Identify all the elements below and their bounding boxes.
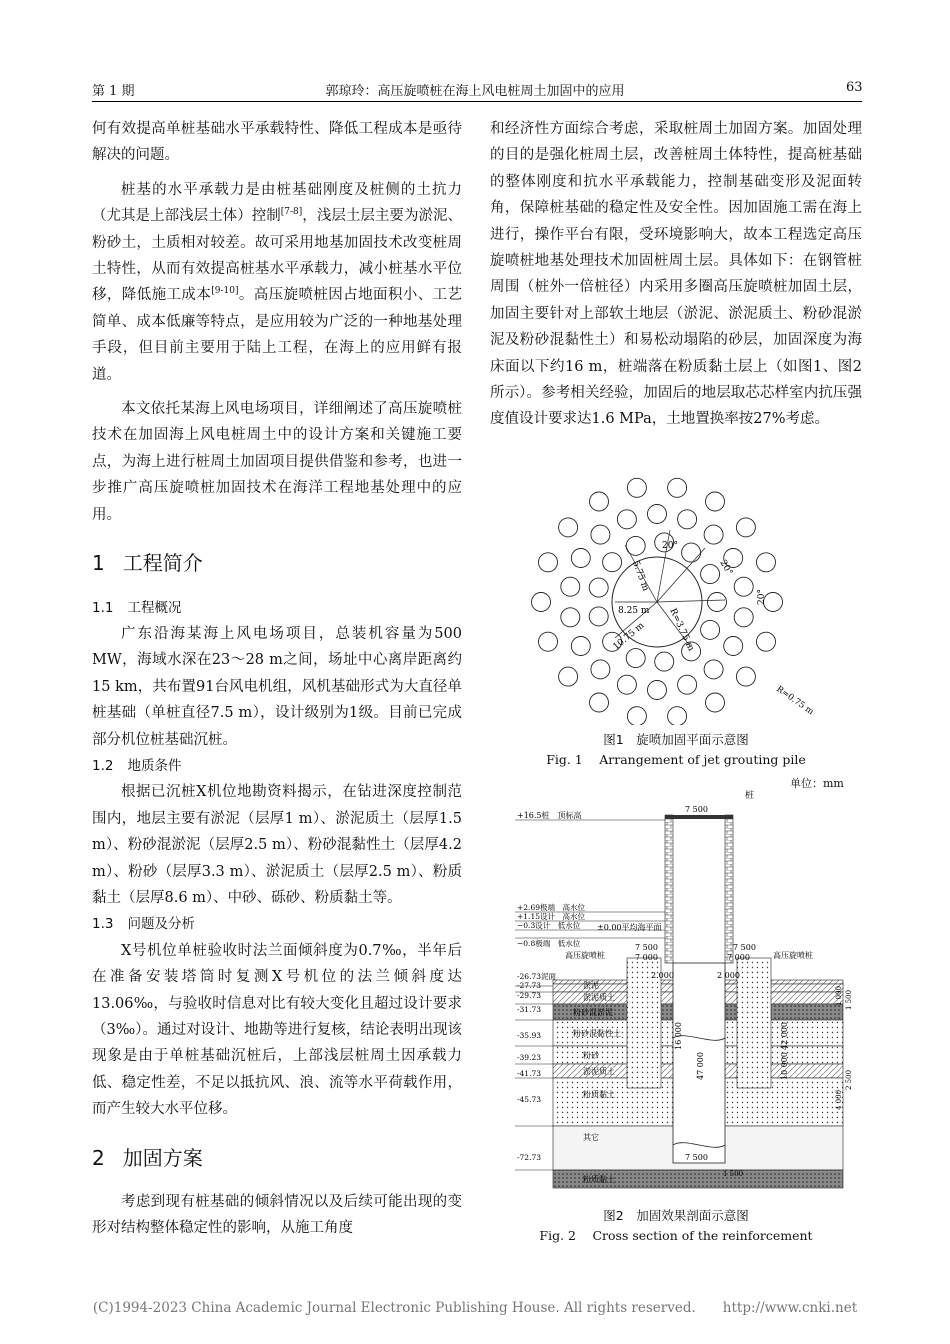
layer-label: 粉质黏土 [583, 1175, 615, 1184]
angle-label: 20° [662, 541, 678, 551]
radius-label: R=3.75 m [667, 607, 696, 653]
text-run: 。高压旋喷桩因占地面积小、工艺简单、成本低廉等特点，是应用较为广泛的一种地基处理手段，但目前主要用于陆上工程，在海上的应用鲜有报道。 [92, 287, 463, 383]
citation: [7-8] [280, 207, 303, 218]
jet-label-left: 高压旋喷桩 [565, 951, 605, 960]
radius-label: 8.25 m [618, 606, 650, 616]
dim: 7 000 [635, 953, 658, 962]
elevation: -27.73 [517, 981, 542, 990]
radius-label: 10.75 m [611, 620, 647, 653]
jet-grout-column [706, 492, 725, 511]
jet-grout-column [701, 565, 720, 584]
jet-grout-column [734, 577, 753, 596]
subsection-heading-1-2: 1.2 地质条件 [92, 757, 182, 774]
layer-label: 粉砂混淤泥 [573, 1008, 613, 1017]
elevation: -39.23 [517, 1053, 542, 1062]
paragraph: 考虑到现有桩基础的倾斜情况以及后续可能出现的变形对结构整体稳定性的影响，从施工角度 [92, 1194, 462, 1237]
jet-grout-column [539, 553, 558, 572]
angle-label: 20° [717, 558, 735, 578]
elevation: -26.73泥面 [517, 972, 557, 981]
dim-v: 4 000 [835, 1089, 843, 1110]
jet-grout-column [701, 620, 720, 639]
elevation: -31.73 [517, 1005, 542, 1014]
jet-grout-column [589, 578, 608, 597]
jet-grout-column [736, 518, 755, 537]
water-level: −0.8极端 低水位 [517, 939, 581, 948]
jet-grout-column [678, 510, 697, 529]
angle-label: 20° [757, 589, 767, 605]
paragraph: 广东沿海某海上风电场项目，总装机容量为500 MW，海域水深在23～28 m之间，场址中心离岸距离约15 km，共布置91台风电机组，风机基础形式为大直径单桩基础（单桩直径7.5 m），设计级别为1级。目前已完成部分机位桩基础沉桩。 [92, 625, 462, 748]
dim-v: 10 000 [780, 1052, 789, 1080]
text-run: ，浅层土层主要为淤泥、粉砂土，土质相对较差。故可采用地基加固技术改变桩周土特性，从而有效提高桩基水平承载力，减小桩基水平位移，降低施工成本 [92, 208, 463, 304]
figure-1-caption-cn: 图1 旋喷加固平面示意图 [603, 732, 749, 747]
left-column [92, 116, 462, 1242]
jet-grout-column [757, 632, 776, 651]
dim: 7 000 [727, 953, 750, 962]
jet-grout-column [678, 675, 697, 694]
top-width: 7 500 [685, 805, 708, 814]
water-level: +2.69极端 高水位 [517, 903, 585, 912]
dim-v: 47 000 [696, 1052, 705, 1080]
jet-grout-column [617, 510, 636, 529]
subsection-heading-1-1: 1.1 工程概况 [92, 599, 182, 616]
layer-label: 粉质黏土 [583, 1090, 615, 1099]
elevation: -35.93 [517, 1031, 542, 1040]
figure-2-caption-en: Fig. 2 Cross section of the reinforcement [539, 1228, 813, 1243]
pile-label: 桩 [745, 791, 755, 801]
jet-grout-column [617, 675, 636, 694]
section-heading-2: 2 加固方案 [92, 1145, 203, 1170]
copyright-footer: (C)1994-2023 China Academic Journal Electronic Publishing House. All rights reserved. http://www.cnki.net [92, 1300, 858, 1316]
dim: 7 500 [635, 943, 658, 952]
layer-label: 淤泥质土 [583, 1067, 615, 1076]
header-rule [92, 101, 862, 102]
figure-2-caption-cn: 图2 加固效果剖面示意图 [603, 1208, 749, 1223]
issue-number: 第 1 期 [92, 84, 135, 99]
jet-grout-column [591, 660, 610, 679]
layer-label: 淤泥质土 [583, 993, 615, 1002]
jet-grout-column [704, 525, 723, 544]
citation: [9-10] [211, 286, 239, 297]
section-heading-1: 1 工程简介 [92, 551, 203, 576]
page-number: 63 [846, 80, 863, 95]
layer-label: 粉砂混黏性土 [573, 1029, 621, 1038]
right-column [490, 116, 862, 433]
jet-grout-column [706, 693, 725, 712]
jet-label-right: 高压旋喷桩 [773, 951, 813, 960]
jet-grout-column [561, 608, 580, 627]
water-level: −0.3设计 低水位 [517, 921, 581, 930]
jet-grout-column [591, 525, 610, 544]
jet-grout-column [655, 652, 674, 671]
jet-grout-column [589, 607, 608, 626]
radius-label: R=0.75 m [774, 684, 816, 718]
jet-grout-column [648, 681, 667, 700]
jet-grout-column [704, 660, 723, 679]
dim-v: 1 500 [845, 989, 853, 1010]
dim-v: 2 500 [845, 1069, 853, 1090]
dim: 7 500 [733, 943, 756, 952]
dim-v: 42 000 [780, 1022, 789, 1050]
jet-grout-column [590, 693, 609, 712]
unit-label: 单位：mm [790, 777, 844, 790]
layer-label: 淤泥 [583, 981, 599, 990]
layer-label: 粉砂 [583, 1051, 599, 1060]
jet-grout-column [724, 637, 743, 656]
layer-label: 其它 [583, 1133, 599, 1142]
paragraph [92, 177, 462, 388]
jet-grout-column [559, 667, 578, 686]
paragraph: X号机位单桩验收时法兰面倾斜度为0.7‰，半年后在准备安装塔筒时复测X号机位的法兰倾斜度达13.06‰，与验收时信息对比有较大变化且超过设计要求（3‰）。通过对设计、地勘等进行复核，结论表明出现该现象是由于单桩基础沉桩后，上部浅层桩周土因承载力低、稳定性差，不足以抵抗风、浪、流等水平荷载作用，而产生较大水平位移。 [92, 942, 462, 1118]
jet-grout-column [571, 549, 590, 568]
jet-grout-column [561, 577, 580, 596]
dim-v: 1 000 [835, 985, 843, 1006]
jet-grout-column [627, 478, 646, 497]
jet-grout-column [682, 543, 701, 562]
jet-grout-column [648, 505, 667, 524]
dim: 2 000 [651, 971, 674, 980]
paragraph: 根据已沉桩X机位地勘资料揭示，在钻进深度控制范围内，地层主要有淤泥（层厚1 m）、淤泥质土（层厚1.5 m）、粉砂混淤泥（层厚2.5 m）、粉砂混黏性土（层厚4.2 m）、粉砂（层厚3.3 m）、淤泥质土（层厚2.5 m）、粉质黏土（层厚8.6 m）、中砂、砾砂、粉质黏土等。 [92, 784, 462, 906]
subsection-heading-1-3: 1.3 问题及分析 [92, 916, 195, 933]
elevation: -72.73 [517, 1153, 542, 1162]
bottom-dim: 1 500 [723, 1170, 744, 1178]
mean-sea-level: ±0.00平均海平面 [597, 923, 662, 932]
monopile [665, 815, 733, 1163]
elevation: -45.73 [517, 1095, 542, 1104]
jet-grout-column [626, 649, 645, 668]
bottom-width: 7 500 [685, 1153, 708, 1162]
jet-grout-column [757, 553, 776, 572]
elevation: -41.73 [517, 1069, 542, 1078]
jet-grout-column [668, 478, 687, 497]
jet-grout-column [627, 707, 646, 725]
running-title: 郭琼玲：高压旋喷桩在海上风电桩周土加固中的应用 [325, 84, 625, 99]
jet-grout-column [603, 553, 622, 572]
jet-grout-column [736, 667, 755, 686]
jet-grout-column [559, 518, 578, 537]
jet-grout-column [708, 593, 727, 612]
top-elevation: +16.5桩 顶标高 [517, 811, 582, 820]
jet-grout-column [590, 492, 609, 511]
water-level: +1.15设计 高水位 [517, 912, 585, 921]
dim: 2 000 [717, 971, 740, 980]
jet-grout-column [571, 637, 590, 656]
paragraph: 和经济性方面综合考虑，采取桩周土加固方案。加固处理的目的是强化桩周土层，改善桩周土体特性，提高桩基础的整体刚度和抗水平承载能力，控制基础变形及泥面转角，保障桩基础的稳定性及安全性。因加固施工需在海上进行，操作平台有限，受环境影响大，故本工程选定高压旋喷桩地基处理技术加固桩周土层。具体如下：在钢管桩周围（桩外一倍桩径）内采用多圈高压旋喷桩加固土层，加固主要针对上部软土地层（淤泥、淤泥质土、粉砂混淤泥及粉砂混黏性土）和易松动塌陷的砂层，加固深度为海床面以下约16 m，桩端落在粉质黏土层上（如图1、图2所示）。参考相关经验，加固后的地层取芯芯样室内抗压强度值设计要求达1.6 MPa，土地置换率按27%考虑。 [490, 121, 862, 428]
text-run: 桩基的水平承载力是由桩基础刚度及桩侧的土抗力（尤其是上部浅层土体）控制 [92, 181, 462, 225]
elevation: -29.73 [517, 991, 542, 1000]
jet-grout-column [532, 593, 551, 612]
jet-grout-column [668, 707, 687, 725]
figure-1-caption-en: Fig. 1 Arrangement of jet grouting pile [546, 752, 806, 767]
paragraph: 本文依托某海上风电场项目，详细阐述了高压旋喷桩技术在加固海上风电桩周土中的设计方案和关键施工要点，为海上进行桩周土加固项目提供借鉴和参考，也进一步推广高压旋喷桩加固技术在海洋工程地基处理中的应用。 [92, 401, 462, 523]
figure-2-section [505, 780, 855, 1205]
dim-v: 16 000 [674, 1022, 683, 1050]
jet-grout-column [539, 632, 558, 651]
jet-grout-column [734, 608, 753, 627]
radius-label: 5.75 m [630, 559, 651, 593]
paragraph: 何有效提高单桩基础水平承载特性、降低工程成本是亟待解决的问题。 [92, 121, 462, 164]
figure-1-plan [520, 470, 820, 725]
